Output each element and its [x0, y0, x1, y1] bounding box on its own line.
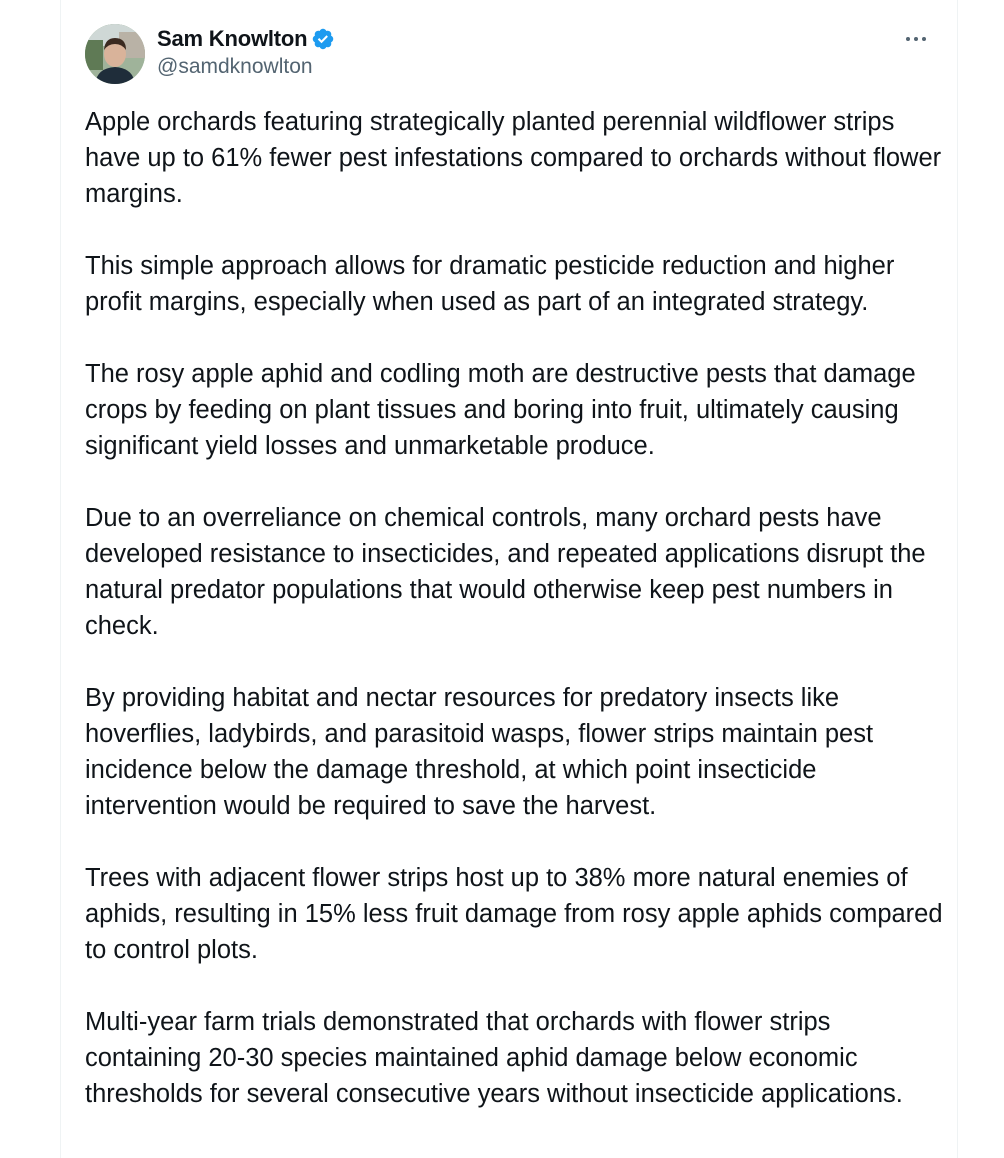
tweet-paragraph: Apple orchards featuring strategically planted perennial wildflower strips have up to 61% fewer pest infestations compared to orchards without flower margins. — [85, 108, 942, 208]
tweet-paragraph: Trees with adjacent flower strips host up to 38% more natural enemies of aphids, resulting in 15% less fruit damage from rosy apple aphids compared to control plots. — [85, 864, 943, 964]
verified-badge-icon[interactable] — [311, 27, 335, 51]
tweet-paragraph: Due to an overreliance on chemical controls, many orchard pests have developed resistance to insecticides, and repeated applications disrupt the natural predator populations that would otherwise keep pest numbers in check. — [85, 504, 926, 640]
avatar[interactable] — [85, 24, 145, 84]
more-icon[interactable] — [901, 26, 931, 52]
author-name-row — [157, 24, 335, 54]
tweet-paragraph: This simple approach allows for dramatic pesticide reduction and higher profit margins, especially when used as part of an integrated strategy. — [85, 252, 895, 316]
tweet-paragraph: By providing habitat and nectar resources for predatory insects like hoverflies, ladybirds, and parasitoid wasps, flower strips maintain pest incidence below the damage threshold, at which point insecticide intervention would be required to save the harvest. — [85, 684, 874, 820]
author-name[interactable]: Sam Knowlton — [157, 26, 308, 51]
tweet-paragraph: Multi-year farm trials demonstrated that orchards with flower strips containing 20-30 species maintained aphid damage below economic thresholds for several consecutive years without insecticide applications. — [85, 1008, 903, 1108]
tweet-text — [85, 104, 945, 1148]
tweet-paragraph: The rosy apple aphid and codling moth are destructive pests that damage crops by feeding on plant tissues and boring into fruit, ultimately causing significant yield losses and unmarketable produce. — [85, 360, 916, 460]
tweet-card — [60, 0, 958, 1158]
avatar-image — [85, 24, 145, 84]
author-handle[interactable]: @samdknowlton — [157, 55, 313, 78]
